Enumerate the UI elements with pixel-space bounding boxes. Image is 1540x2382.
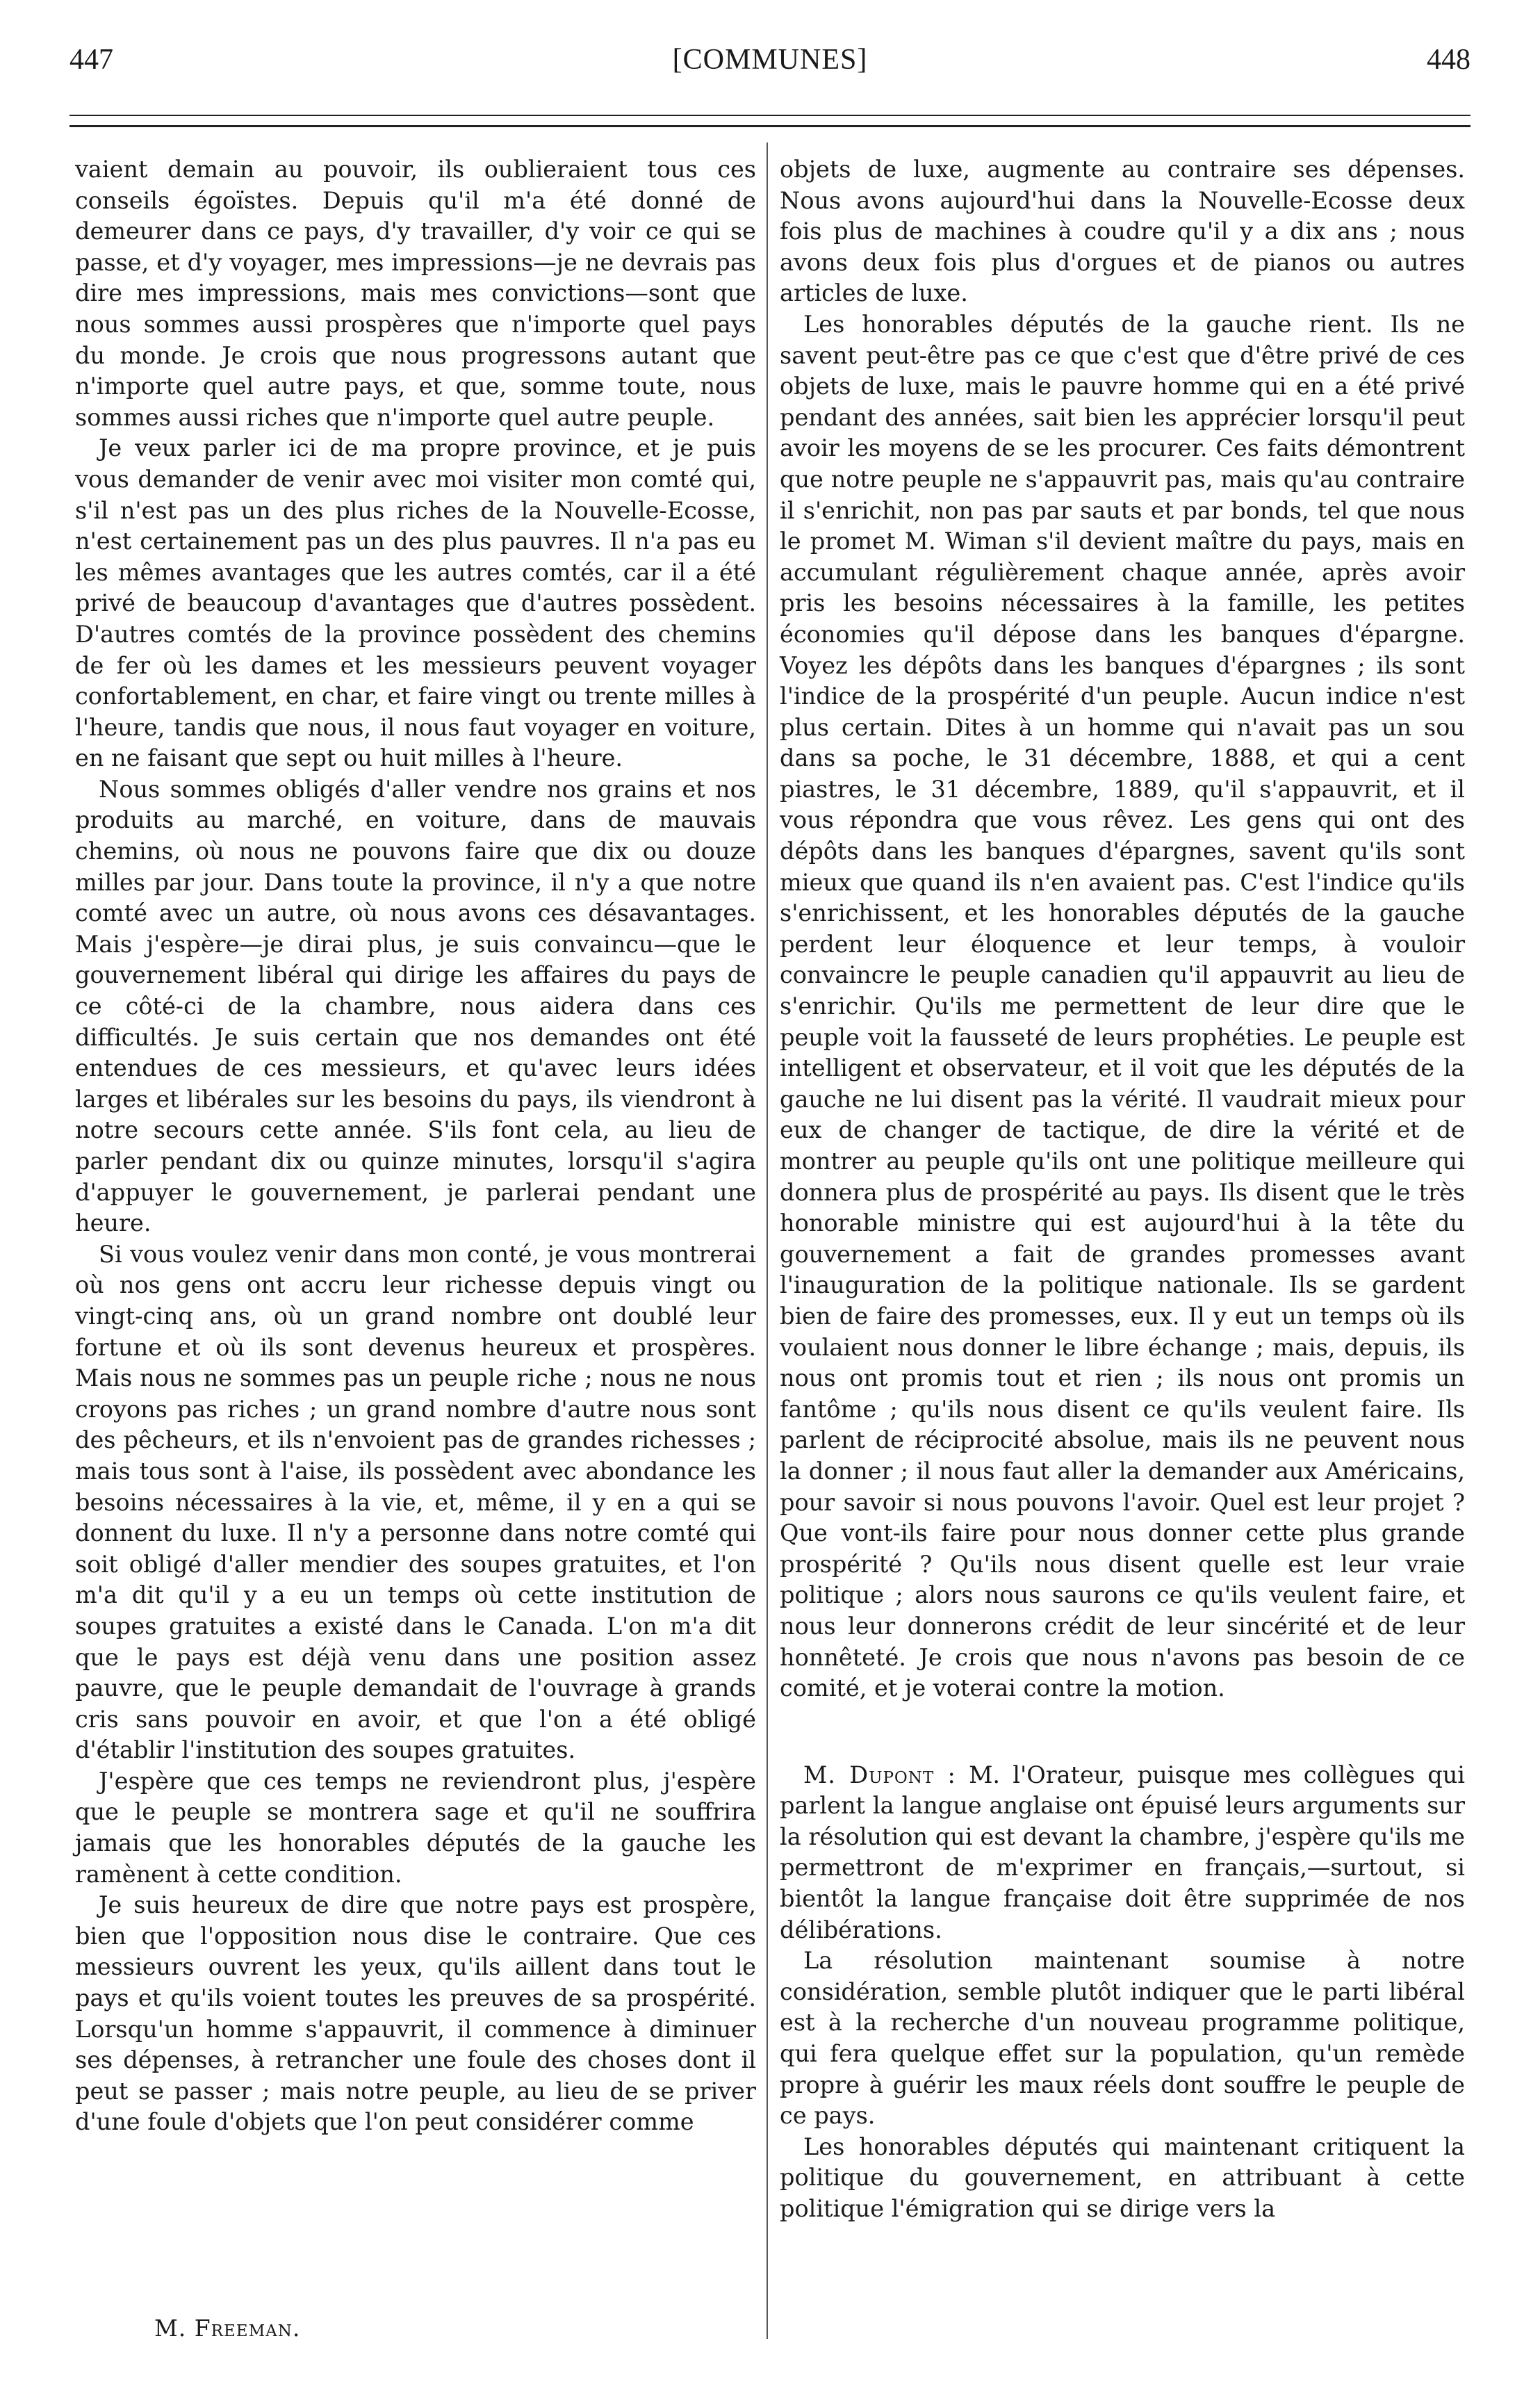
column-divider: [767, 142, 768, 2339]
running-title: [COMMUNES]: [672, 44, 868, 76]
page-number-left: 447: [69, 44, 113, 76]
left-column: [75, 154, 756, 2138]
paragraph: Si vous voulez venir dans mon conté, je vous montrerai où nos gens ont accru leur richesse depuis vingt ou vingt-cinq ans, où un grand nombre ont doublé leur fortune et où ils sont devenus heureux et prospères. Mais nous ne sommes pas un peuple riche ; nous ne nous croyons pas riches ; un grand nombre d'autre nous sont des pêcheurs, et ils n'envoient pas de grandes richesses ; mais tous sont à l'aise, ils possèdent avec abondance les besoins nécessaires à la vie, et, même, il y en a qui se donnent du luxe. Il n'y a personne dans notre comté qui soit obligé d'aller mendier des soupes gratuites, et l'on m'a dit qu'il y a eu un temps où cette institution de soupes gratuites a existé dans le Canada. L'on m'a dit que le pays est déjà venu dans une position assez pauvre, que le peuple demandait de l'ouvrage à grands cris sans pouvoir en avoir, et que l'on a été obligé d'établir l'institution des soupes gratuites.: [75, 1240, 756, 1764]
header-rule-thin: [69, 115, 1471, 116]
header-rule-thick: [69, 125, 1471, 127]
paragraph: J'espère que ces temps ne reviendront plus, j'espère que le peuple se montrera sage et qu'il ne souffrira jamais que les honorables députés de la gauche les ramènent à cette condition.: [75, 1767, 756, 1888]
paragraph: Nous sommes obligés d'aller vendre nos grains et nos produits au marché, en voiture, dans de mauvais chemins, où nous ne pouvons faire que dix ou douze milles par jour. Dans toute la province, il n'y a que notre comté avec un autre, où nous avons ces désavantages. Mais j'espère—je dirai plus, je suis convaincu—que le gouvernement libéral qui dirige les affaires du pays de ce côté-ci de la chambre, nous aidera dans ces difficultés. Je suis certain que nos demandes ont été entendues de ces messieurs, et qu'avec leurs idées larges et libérales sur les besoins du pays, ils viendront à notre secours cette année. S'ils font cela, au lieu de parler pendant dix ou quinze minutes, lorsqu'il s'agira d'appuyer le gouvernement, je parlerai pendant une heure.: [75, 775, 756, 1237]
right-column: [780, 154, 1465, 2225]
speech-opening: [780, 1760, 1465, 1946]
paragraph: Les honorables députés de la gauche rient. Ils ne savent peut-être pas ce que c'est que d'être privé de ces objets de luxe, mais le pauvre homme qui en a été privé pendant des années, sait bien les apprécier lorsqu'il peut avoir les moyens de se les procurer. Ces faits démontrent que notre peuple ne s'appauvrit pas, mais qu'au contraire il s'enrichit, non pas par sauts et par bonds, tel que nous le promet M. Wiman s'il devient maître du pays, mais en accumulant régulièrement chaque année, après avoir pris les besoins nécessaires à la famille, les petites économies qu'il dépose dans les banques d'épargne. Voyez les dépôts dans les banques d'épargnes ; ils sont l'indice de la prospérité d'un peuple. Aucun indice n'est plus certain. Dites à un homme qui n'avait pas un sou dans sa poche, le 31 décembre, 1888, et qui a cent piastres, le 31 décembre, 1889, qu'il s'appauvrit, et il vous répondra que vous rêvez. Les gens qui ont des dépôts dans les banques d'épargnes, savent qu'ils sont mieux que quand ils n'en avaient pas. C'est l'indice qu'ils s'enrichissent, et les honorables députés de la gauche perdent leur éloquence et leur temps, à vouloir convaincre le peuple canadien qu'il appauvrit au lieu de s'enrichir. Qu'ils me permettent de leur dire que le peuple voit la fausseté de leurs prophéties. Le peuple est intelligent et observateur, et il voit que les députés de la gauche ne lui disent pas la vérité. Il vaudrait mieux pour eux de changer de tactique, de dire la vérité et de montrer au peuple qu'ils ont une politique meilleure qui donnera plus de prospérité au pays. Ils disent que le très honorable ministre qui est aujourd'hui à la tête du gouvernement a fait de grandes promesses avant l'inauguration de la politique nationale. Ils se gardent bien de faire des promesses, eux. Il y eut un temps où ils voulaient nous donner le libre échange ; mais, depuis, ils nous ont promis tout et rien ; ils nous ont promis un fantôme ; qu'ils nous disent ce qu'ils veulent faire. Ils parlent de réciprocité absolue, mais ils ne peuvent nous la donner ; il nous faut aller la demander aux Américains, pour savoir si nous pouvons l'avoir. Quel est leur projet ? Que vont-ils faire pour nous donner cette plus grande prospérité ? Qu'ils nous disent quelle est leur vraie politique ; alors nous saurons ce qu'ils veulent faire, et nous leur donnerons crédit de leur sincérité et de leur honnêteté. Je crois que nous n'avons pas besoin de ce comité, et je voterai contre la motion.: [780, 310, 1465, 1702]
speaker-name: M. Dupont :: [803, 1761, 956, 1788]
paragraph: Je suis heureux de dire que notre pays est prospère, bien que l'opposition nous dise le contraire. Que ces messieurs ouvrent les yeux, qu'ils aillent dans tout le pays et qu'ils voient toutes les preuves de sa prospérité. Lorsqu'un homme s'appauvrit, il commence à diminuer ses dépenses, à retrancher une foule des choses dont il peut se passer ; mais notre peuple, au lieu de se priver d'une foule d'objets que l'on peut considérer comme: [75, 1891, 756, 2136]
paragraph: Les honorables députés qui maintenant critiquent la politique du gouvernement, en attribuant à cette politique l'émigration qui se dirige vers la: [780, 2132, 1465, 2222]
speaker-footer: M. Freeman.: [154, 2315, 301, 2342]
paragraph: Je veux parler ici de ma propre province, et je puis vous demander de venir avec moi visiter mon comté qui, s'il n'est pas un des plus riches de la Nouvelle-Ecosse, n'est certainement pas un des plus pauvres. Il n'a pas eu les mêmes avantages que les autres comtés, car il a été privé de beaucoup d'avantages que d'autres possèdent. D'autres comtés de la province possèdent des chemins de fer où les dames et les messieurs peuvent voyager confortablement, en char, et faire vingt ou trente milles à l'heure, tandis que nous, il nous faut voyager en voiture, en ne faisant que sept ou huit milles à l'heure.: [75, 434, 756, 772]
page-header: [69, 43, 1471, 85]
page-number-right: 448: [1427, 44, 1471, 76]
speech-text: M. l'Orateur, puisque mes collègues qui parlent la langue anglaise ont épuisé leurs arguments sur la résolution qui est devant la chambre, j'espère qu'ils me permettront de m'exprimer en français,—surtout, si bientôt la langue française doit être supprimée de nos délibérations.: [780, 1761, 1466, 1943]
paragraph: objets de luxe, augmente au contraire ses dépenses. Nous avons aujourd'hui dans la Nouvelle-Ecosse deux fois plus de machines à coudre qu'il y a dix ans ; nous avons deux fois plus d'orgues et de pianos ou autres articles de luxe.: [780, 156, 1465, 307]
paragraph: vaient demain au pouvoir, ils oublieraient tous ces conseils égoïstes. Depuis qu'il m'a été donné de demeurer dans ce pays, d'y travailler, d'y voir ce qui se passe, et d'y voyager, mes impressions—je ne devrais pas dire mes impressions, mais mes convictions—sont que nous sommes aussi prospères que n'importe quel pays du monde. Je crois que nous progressons autant que n'importe quel autre pays, et que, somme toute, nous sommes aussi riches que n'importe quel autre peuple.: [75, 156, 756, 431]
paragraph: La résolution maintenant soumise à notre considération, semble plutôt indiquer que le parti libéral est à la recherche d'un nouveau programme politique, qui fera quelque effet sur la population, qu'un remède propre à guérir les maux réels dont souffre le peuple de ce pays.: [780, 1947, 1465, 2130]
